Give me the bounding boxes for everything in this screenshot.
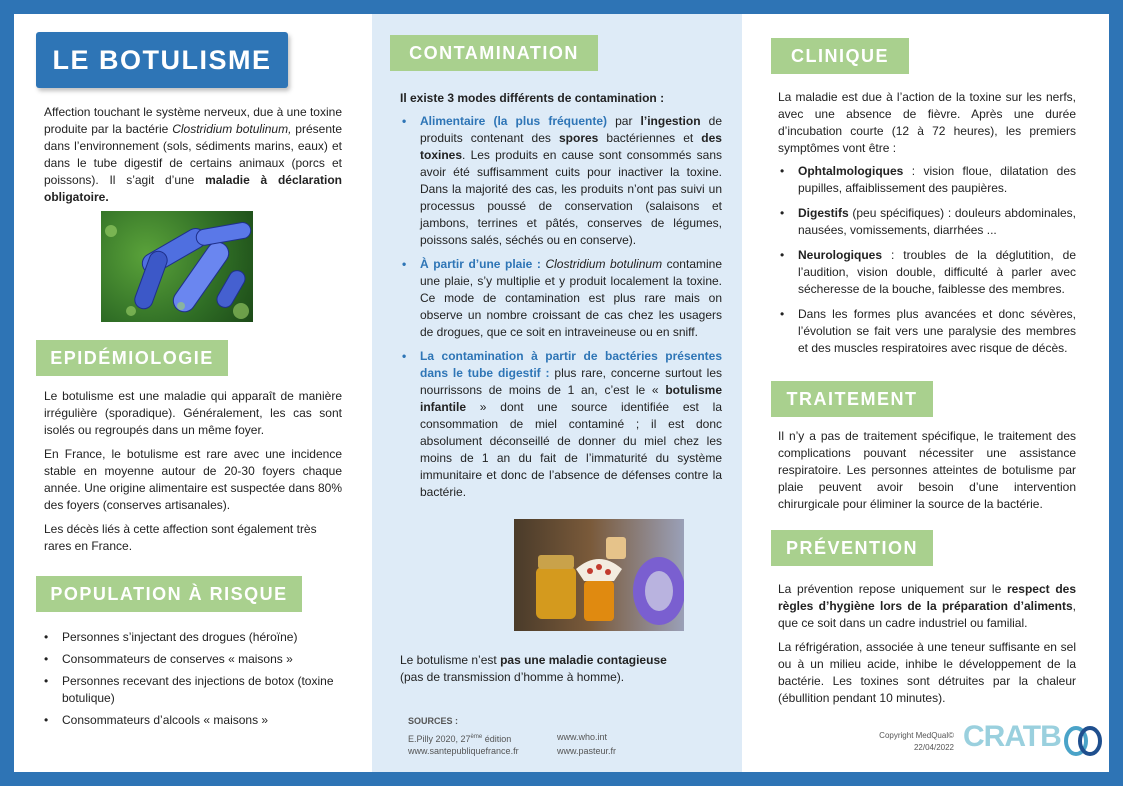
bullet: • [44,674,49,688]
source-who-link[interactable]: www.who.int [557,732,608,742]
mode-food-title: Alimentaire (la plus fréquente) [420,114,607,128]
prevention-paragraph-2: La réfrigération, associée à une teneur suffisante en sel ou à un milieu acide, inhibe le développement de la bactérie. Les toxines sont détruites par la chaleur (ébullition pendant 10 minutes). [778,640,1076,705]
symptom-description: Dans les formes plus avancées et donc sévères, l’évolution se fait vers une paralysie des membres et des muscles respiratoires avec risque de décès. [798,307,1076,355]
bullet: • [44,630,49,644]
bullet: • [44,713,49,727]
population-item [42,629,342,646]
treatment-header: TRAITEMENT [771,381,933,417]
source-pilly-tail: édition [482,734,512,744]
mode-digestive-text-b: » dont une source identifiée est la consommation de miel contaminé ; il est donc absolument déconseillé de donner du miel chez les moins de 1 an du fait de l’immaturité du système immunitaire et donc de l’absence de défenses contre la bactérie. [420,400,722,499]
honey-jars-image [514,519,684,631]
source-pilly-text: E.Pilly 2020, 27 [408,734,471,744]
mode-digestive [400,348,722,501]
clinical-header: CLINIQUE [771,38,909,74]
prevention-text-b: , que ce soit dans un cadre industriel ou familial. [778,599,1076,630]
epidemiology-text [44,388,342,562]
symptom-description: : troubles de la déglutition, de l’audition, vision double, difficulté à parler avec sécheresse de la bouche, faiblesse des membres. [798,248,1076,296]
symptom-category: Digestifs [798,206,849,220]
source-pilly [408,731,511,746]
main-title: LE BOTULISME [36,32,288,88]
clinical-symptoms-list [778,163,1076,365]
mode-food-text-c: de produits contenant des [420,114,722,145]
prevention-bold: respect des règles d’hygiène lors de la préparation d’aliments [778,582,1076,613]
copyright-date: 22/04/2022 [913,743,954,752]
column-left [14,14,372,772]
contagion-note [400,652,720,686]
bullet: • [780,307,785,321]
symptom-item [778,306,1076,357]
prevention-text-a: La prévention repose uniquement sur le [778,582,1007,596]
contamination-header: CONTAMINATION [390,35,598,71]
contagion-text-a: Le botulisme n’est [400,653,501,667]
symptom-category: Ophtalmologiques [798,164,904,178]
mode-digestive-text-a: plus rare, concerne surtout les nourrissons de moins de 1 an, c’est le « [420,366,722,397]
treatment-text: Il n’y a pas de traitement spécifique, le traitement des complications pouvant nécessiter une assistance respiratoire. Les personnes atteintes de botulisme par plaie peuvent avoir besoin d’une intervention chirurgicale pour éliminer la source de la bactérie. [778,429,1076,511]
bacteria-image [101,211,253,322]
source-pilly-sup: ème [470,734,483,740]
population-item-text: Consommateurs de conserves « maisons » [62,652,293,666]
column-right [742,14,1109,772]
symptom-item [778,205,1076,239]
honey-jars-illustration [514,519,684,631]
mode-food [400,113,722,249]
intro-species: Clostridium botulinum, [172,122,292,136]
sources-label: SOURCES : [408,716,459,726]
bacteria-illustration [101,211,253,322]
mode-food-bold-2: spores [558,131,599,145]
epi-paragraph-3: Les décès liés à cette affection sont également très rares en France. [44,522,317,553]
intro-text-b: présente dans l’environnement (sols, sédiments marins, eaux) et dans le tube digestif de certains animaux (porcs et poissons). Il s’agit d’une [44,122,342,187]
clinical-intro: La maladie est due à l’action de la toxine sur les nerfs, avec une absence de fièvre. Après une durée d’incubation courte (12 à 72 heures), les premiers symptômes vont être : [778,90,1076,155]
epidemiology-header: EPIDÉMIOLOGIE [36,340,228,376]
bullet: • [402,349,407,363]
intro-paragraph [44,104,342,206]
population-header: POPULATION À RISQUE [36,576,302,612]
contamination-lead: Il existe 3 modes différents de contamination : [400,91,665,105]
brochure-sheet [14,14,1109,772]
bullet: • [780,164,785,178]
symptom-category: Neurologiques [798,248,883,262]
bullet: • [780,248,785,262]
source-pasteur-link[interactable]: www.pasteur.fr [557,746,617,756]
bullet: • [402,257,407,271]
prevention-paragraph-1 [778,581,1076,632]
copyright-text: Copyright MedQual© [879,731,954,740]
source-spf-link[interactable]: www.santepubliquefrance.fr [408,746,519,756]
population-list [42,629,342,734]
contagion-bold: pas une maladie contagieuse [500,653,667,667]
mode-food-text-e: . Les produits en cause sont consommés sans avoir été suffisamment cuits pour inactiver la toxine. Dans la majorité des cas, les produits n’ont pas suivi un processus poussé de conservation (salaisons et jambons, terrines et pâtés, conserves de légumes, poissons salés, séchés ou en conserve). [420,148,722,247]
population-item [42,651,342,668]
population-item [42,673,342,707]
symptom-description: : vision floue, dilatation des pupilles, affaiblissement des paupières. [798,164,1076,195]
mode-food-text-d: bactériennes et [598,131,702,145]
intro-text-a: Affection touchant le système nerveux, due à une toxine produite par la bactérie [44,105,342,136]
mode-wound-text: contamine une plaie, s’y multiplie et y produit localement la toxine. Ce mode de contamination est plus rare mais on observe un nombre croissant de cas chez les usagers de drogues, que ce soit en intraveineuse ou en sniff. [420,257,722,339]
population-item [42,712,342,729]
bullet: • [402,114,407,128]
epi-paragraph-2: En France, le botulisme est rare avec une incidence stable en moyenne autour de 20-30 foyers chaque année. Une origine alimentaire est suspectée dans 80% des foyers (conserves artisanales). [44,447,342,512]
bullet: • [44,652,49,666]
symptom-description: (peu spécifiques) : douleurs abdominales, nausées, vomissements, diarrhées ... [798,206,1076,237]
mode-food-text-a: par [607,114,641,128]
column-middle [372,14,742,772]
mode-food-bold-1: l’ingestion [640,114,701,128]
mode-wound-species: Clostridium botulinum [545,257,663,271]
population-item-text: Personnes s’injectant des drogues (héroïne) [62,630,298,644]
cratb-logo: CRATB [963,720,1061,753]
symptom-item [778,163,1076,197]
copyright-block [842,730,954,754]
population-item-text: Personnes recevant des injections de botox (toxine botulique) [62,674,334,705]
logo-infinity-icon [1062,722,1104,760]
mode-digestive-title: La contamination à partir de bactéries présentes dans le tube digestif : [420,349,722,380]
epi-paragraph-1: Le botulisme est une maladie qui apparaît de manière irrégulière (sporadique). Généralement, les cas sont isolés ou regroupés dans un même foyer. [44,389,342,437]
mode-food-bold-3: des toxines [420,131,722,162]
mode-wound-title: À partir d’une plaie : [420,257,541,271]
population-item-text: Consommateurs d’alcools « maisons » [62,713,269,727]
prevention-header: PRÉVENTION [771,530,933,566]
contagion-text-b: (pas de transmission d’homme à homme). [400,670,625,684]
mode-wound [400,256,722,341]
contamination-modes [400,113,722,501]
bullet: • [780,206,785,220]
intro-bold: maladie à déclaration obligatoire. [44,173,342,204]
mode-digestive-bold: botulisme infantile [420,383,722,414]
prevention-text [778,581,1076,714]
symptom-item [778,247,1076,298]
